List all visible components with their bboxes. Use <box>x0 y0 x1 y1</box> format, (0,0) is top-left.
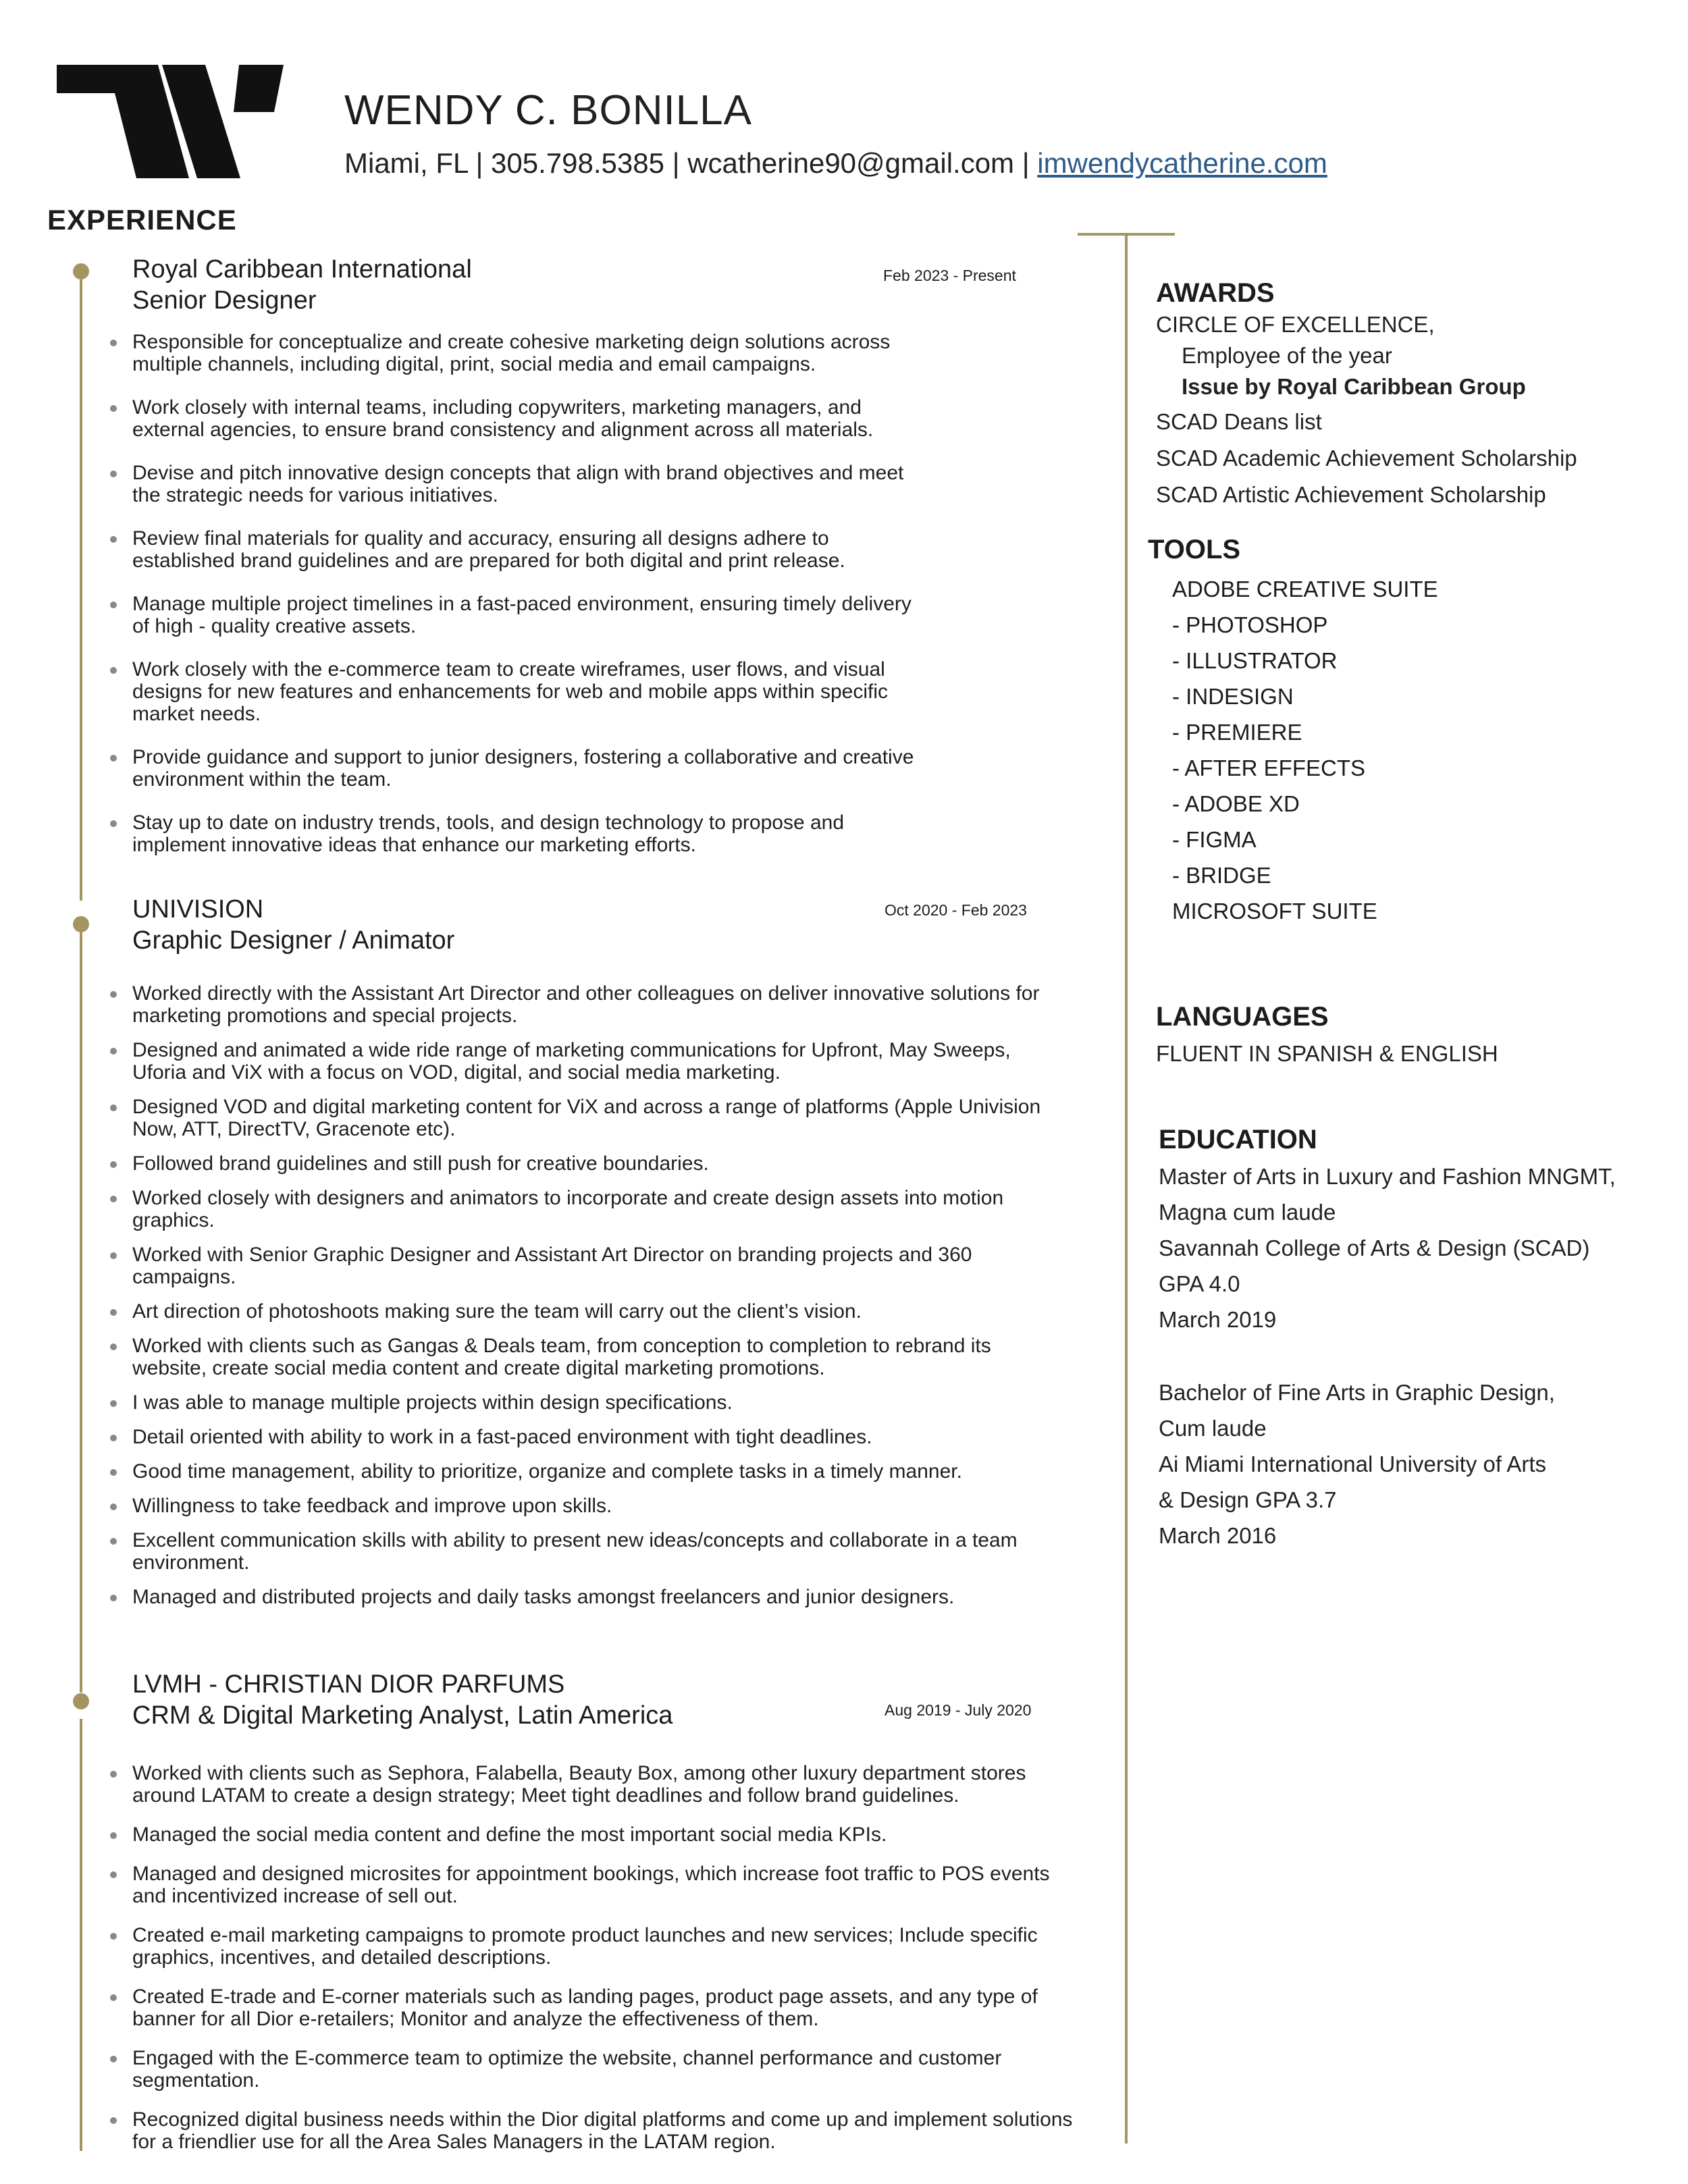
job-company: Royal Caribbean International <box>132 255 472 284</box>
website-link[interactable]: imwendycatherine.com <box>1037 147 1327 179</box>
job-bullet: Designed and animated a wide ride range of marketing communications for Upfront, May Sweeps, Uforia and ViX with a focus on VOD, digital, and social media marketing. <box>108 1039 1067 1084</box>
award-item: SCAD Artistic Achievement Scholarship <box>1156 482 1546 507</box>
job-bullet: Devise and pitch innovative design concepts that align with brand objectives and meet the strategic needs for various initiatives. <box>108 462 918 506</box>
job-role: Graphic Designer / Animator <box>132 926 455 955</box>
education-heading: EDUCATION <box>1159 1125 1317 1154</box>
experience-heading: EXPERIENCE <box>47 204 237 236</box>
last-name: BONILLA <box>571 87 753 134</box>
job-bullet: Engaged with the E-commerce team to optimize the website, channel performance and customer segmentation. <box>108 2047 1080 2092</box>
language-item: FLUENT IN SPANISH & ENGLISH <box>1156 1041 1498 1066</box>
awards-heading: AWARDS <box>1156 278 1275 308</box>
job-bullet: Good time management, ability to prioritize, organize and complete tasks in a timely manner. <box>108 1460 1067 1483</box>
education-line: March 2019 <box>1159 1307 1277 1332</box>
education-line: Cum laude <box>1159 1416 1267 1441</box>
tool-item: - BRIDGE <box>1172 863 1271 888</box>
job-bullet: Excellent communication skills with ability to present new ideas/concepts and collaborate in a team environment. <box>108 1529 1067 1574</box>
job-bullet: Worked with clients such as Gangas & Deals team, from conception to completion to rebrand its website, create social media content and create digital marketing promotions. <box>108 1335 1067 1379</box>
tool-item: ADOBE CREATIVE SUITE <box>1172 577 1438 602</box>
job-bullet: Responsible for conceptualize and create cohesive marketing deign solutions across multiple channels, including digital, print, social media and email campaigns. <box>108 331 918 375</box>
first-name: WENDY C. <box>344 87 558 134</box>
tool-item: - ILLUSTRATOR <box>1172 648 1338 673</box>
job-bullet: Detail oriented with ability to work in a fast-paced environment with tight deadlines. <box>108 1426 1067 1448</box>
education-line: Savannah College of Arts & Design (SCAD) <box>1159 1235 1590 1260</box>
monogram-logo <box>57 65 284 178</box>
job-bullet: Worked closely with designers and animators to incorporate and create design assets into motion graphics. <box>108 1187 1067 1231</box>
job-bullet: Recognized digital business needs within the Dior digital platforms and come up and implement solutions for a friendlier use for all the Area Sales Managers in the LATAM region. <box>108 2108 1080 2153</box>
award-item: Employee of the year <box>1182 343 1392 368</box>
job-bullet: Work closely with internal teams, including copywriters, marketing managers, and external agencies, to ensure brand consistency and alignment across all materials. <box>108 396 918 441</box>
award-item: SCAD Deans list <box>1156 409 1322 434</box>
award-item: Issue by Royal Caribbean Group <box>1182 374 1526 399</box>
contact-details: Miami, FL | 305.798.5385 | wcatherine90@gmail.com | <box>344 147 1038 179</box>
job-dates: Aug 2019 - July 2020 <box>885 1701 1032 1719</box>
job-bullets <box>108 331 918 877</box>
tools-list <box>1172 571 1438 929</box>
tools-heading: TOOLS <box>1148 535 1241 564</box>
job-dates: Feb 2023 - Present <box>883 267 1016 284</box>
education-line: Magna cum laude <box>1159 1200 1336 1225</box>
tool-item: - PHOTOSHOP <box>1172 612 1328 637</box>
job-bullet: Review final materials for quality and accuracy, ensuring all designs adhere to established brand guidelines and are prepared for both digital and print release. <box>108 527 918 572</box>
timeline-dot <box>73 916 89 932</box>
award-item: CIRCLE OF EXCELLENCE, <box>1156 312 1435 337</box>
job-bullet: Created E-trade and E-corner materials such as landing pages, product page assets, and any type of banner for all Dior e-retailers; Monitor and analyze the effectiveness of them. <box>108 1986 1080 2030</box>
languages-heading: LANGUAGES <box>1156 1002 1329 1032</box>
job-company: LVMH - CHRISTIAN DIOR PARFUMS <box>132 1670 565 1699</box>
job-dates: Oct 2020 - Feb 2023 <box>885 901 1027 919</box>
timeline-line <box>80 1719 82 2151</box>
job-bullet: Willingness to take feedback and improve upon skills. <box>108 1495 1067 1517</box>
job-role: CRM & Digital Marketing Analyst, Latin America <box>132 1701 673 1730</box>
contact-line <box>344 147 1327 180</box>
job-bullet: Managed and designed microsites for appointment bookings, which increase foot traffic to POS events and incentivized increase of sell out. <box>108 1863 1080 1907</box>
job-role: Senior Designer <box>132 286 317 315</box>
education-line: & Design GPA 3.7 <box>1159 1487 1337 1512</box>
timeline-dot <box>73 1693 89 1709</box>
education-line: Ai Miami International University of Arts <box>1159 1451 1547 1476</box>
job-bullet: Managed the social media content and define the most important social media KPIs. <box>108 1823 1080 1846</box>
job-bullet: Worked with Senior Graphic Designer and Assistant Art Director on branding projects and 360 campaigns. <box>108 1244 1067 1288</box>
tool-item: - INDESIGN <box>1172 684 1294 709</box>
tool-item: - ADOBE XD <box>1172 791 1300 816</box>
tool-item: - PREMIERE <box>1172 720 1302 745</box>
job-bullet: Work closely with the e-commerce team to create wireframes, user flows, and visual designs for new features and enhancements for web and mobile apps within specific market needs. <box>108 658 918 725</box>
job-bullet: Provide guidance and support to junior designers, fostering a collaborative and creative environment within the team. <box>108 746 918 791</box>
education-line: Bachelor of Fine Arts in Graphic Design, <box>1159 1380 1555 1405</box>
column-divider <box>1125 233 1128 2143</box>
timeline-line <box>80 279 82 901</box>
tool-item: - AFTER EFFECTS <box>1172 755 1366 780</box>
job-bullet: Stay up to date on industry trends, tools, and design technology to propose and implement innovative ideas that enhance our marketing efforts. <box>108 811 918 856</box>
job-bullet: Designed VOD and digital marketing content for ViX and across a range of platforms (Apple Univision Now, ATT, DirectTV, Gracenote etc). <box>108 1096 1067 1140</box>
education-line: Master of Arts in Luxury and Fashion MNGMT, <box>1159 1164 1616 1189</box>
award-item: SCAD Academic Achievement Scholarship <box>1156 446 1577 471</box>
job-company: UNIVISION <box>132 895 264 924</box>
tool-item: - FIGMA <box>1172 827 1257 852</box>
job-bullet: Worked directly with the Assistant Art Director and other colleagues on deliver innovative solutions for marketing promotions and special projects. <box>108 982 1067 1027</box>
job-bullet: Created e-mail marketing campaigns to promote product launches and new services; Include specific graphics, incentives, and detailed descriptions. <box>108 1924 1080 1969</box>
candidate-name <box>344 86 752 134</box>
job-bullet: Worked with clients such as Sephora, Falabella, Beauty Box, among other luxury department stores around LATAM to create a design strategy; Meet tight deadlines and follow brand guidelines. <box>108 1762 1080 1807</box>
job-bullet: Followed brand guidelines and still push for creative boundaries. <box>108 1152 1067 1175</box>
timeline-line <box>80 926 82 1693</box>
education-line: GPA 4.0 <box>1159 1271 1240 1296</box>
tool-item: MICROSOFT SUITE <box>1172 899 1377 924</box>
job-bullet: Manage multiple project timelines in a fast-paced environment, ensuring timely delivery of high - quality creative assets. <box>108 593 918 637</box>
job-bullet: I was able to manage multiple projects within design specifications. <box>108 1391 1067 1414</box>
job-bullet: Art direction of photoshoots making sure the team will carry out the client’s vision. <box>108 1300 1067 1323</box>
job-bullets <box>108 1762 1080 2170</box>
job-bullet: Managed and distributed projects and daily tasks amongst freelancers and junior designers. <box>108 1586 1067 1608</box>
job-bullets <box>108 982 1067 1620</box>
education-line: March 2016 <box>1159 1523 1277 1548</box>
timeline-dot <box>73 263 89 279</box>
